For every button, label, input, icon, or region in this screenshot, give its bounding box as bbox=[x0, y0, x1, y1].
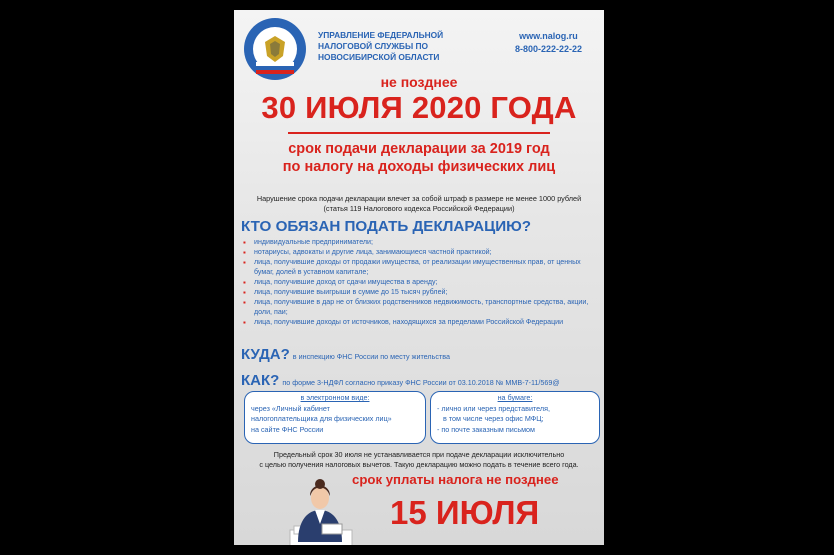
phone-number: 8-800-222-22-22 bbox=[514, 44, 582, 54]
deadline-date: 30 ИЮЛЯ 2020 ГОДА bbox=[261, 90, 577, 125]
paper-option-box bbox=[430, 391, 600, 444]
payment-date: 15 ИЮЛЯ bbox=[390, 494, 540, 531]
list-item: ▪ нотариусы, адвокаты и другие лица, занимающиеся частной практикой; bbox=[243, 248, 492, 258]
electronic-line2: налогоплательщика для физических лиц» bbox=[251, 414, 392, 423]
fns-emblem-icon bbox=[242, 16, 308, 82]
bullet-icon: ▪ bbox=[243, 238, 246, 247]
bullet-icon: ▪ bbox=[243, 288, 246, 298]
woman-with-documents-illustration bbox=[282, 472, 358, 545]
deadline-subtitle-line1: срок подачи декларации за 2019 год bbox=[288, 141, 550, 157]
list-item: ▪ индивидуальные предприниматели; bbox=[243, 238, 373, 247]
paper-line2: в том числе через офис МФЦ; bbox=[443, 414, 544, 423]
list-item: ▪ лица, получившие в дар не от близких родственников недвижимость, транспортные средства, акции, доли, паи; bbox=[243, 298, 589, 316]
divider bbox=[288, 132, 550, 134]
deadline-subtitle-line2: по налогу на доходы физических лиц bbox=[282, 159, 556, 175]
note-line1: Предельный срок 30 июля не устанавливается при подаче декларации исключительно bbox=[273, 450, 565, 459]
deduction-note bbox=[234, 450, 604, 470]
penalty-line1: Нарушение срока подачи декларации влечет за собой штраф в размере не менее 1000 рублей bbox=[256, 194, 582, 203]
where-heading: КУДА? bbox=[241, 346, 290, 363]
where-section bbox=[241, 346, 450, 364]
penalty-line2: (статья 119 Налогового кодекса Российской Федерации) bbox=[323, 204, 515, 213]
penalty-notice bbox=[234, 194, 604, 214]
tax-poster bbox=[234, 10, 604, 545]
note-line2: с целью получения налоговых вычетов. Такую декларацию можно подать в течение всего года. bbox=[259, 460, 579, 469]
paper-line3: - по почте заказным письмом bbox=[437, 424, 535, 434]
how-heading: КАК? bbox=[241, 372, 280, 389]
contacts bbox=[515, 30, 582, 56]
bullet-icon: ▪ bbox=[243, 277, 246, 287]
payment-prefix: срок уплаты налога не позднее bbox=[352, 472, 559, 487]
paper-line1: - лично или через представителя, bbox=[437, 403, 551, 413]
website-link[interactable]: www.nalog.ru bbox=[519, 31, 578, 41]
electronic-line1: через «Личный кабинет bbox=[251, 403, 330, 413]
bullet-icon: ▪ bbox=[243, 248, 246, 258]
bullet-icon: ▪ bbox=[243, 317, 246, 327]
deadline-prefix: не позднее bbox=[380, 74, 458, 90]
list-item: ▪ лица, получившие выигрыши в сумме до 15 тысяч рублей; bbox=[243, 288, 448, 298]
bullet-icon: ▪ bbox=[243, 258, 246, 268]
org-name: УПРАВЛЕНИЕ ФЕДЕРАЛЬНОЙ НАЛОГОВОЙ СЛУЖБЫ ПО НОВОСИБИРСКОЙ ОБЛАСТИ bbox=[318, 30, 444, 62]
electronic-option-box bbox=[244, 391, 426, 444]
electronic-title: в электронном виде: bbox=[300, 393, 370, 402]
list-item: ▪ лица, получившие доход от сдачи имущества в аренду; bbox=[243, 277, 438, 287]
paper-title: на бумаге: bbox=[497, 393, 533, 402]
how-text: по форме 3-НДФЛ согласно приказу ФНС России от 03.10.2018 № ММВ-7-11/569@ bbox=[282, 378, 560, 387]
list-item: ▪ лица, получившие доходы от продажи имущества, от реализации имущественных прав, от ценных бумаг, долей в уставном капитале; bbox=[243, 258, 581, 276]
where-text: в инспекцию ФНС России по месту жительства bbox=[292, 352, 450, 361]
who-list bbox=[242, 238, 596, 328]
bullet-icon: ▪ bbox=[243, 298, 246, 308]
electronic-line3: на сайте ФНС России bbox=[251, 424, 324, 434]
deadline-subtitle bbox=[234, 140, 604, 176]
how-section bbox=[241, 372, 560, 390]
list-item: ▪ лица, получившие доходы от источников, находящихся за пределами Российской Федерации bbox=[243, 317, 564, 327]
who-heading: КТО ОБЯЗАН ПОДАТЬ ДЕКЛАРАЦИЮ? bbox=[241, 218, 532, 235]
